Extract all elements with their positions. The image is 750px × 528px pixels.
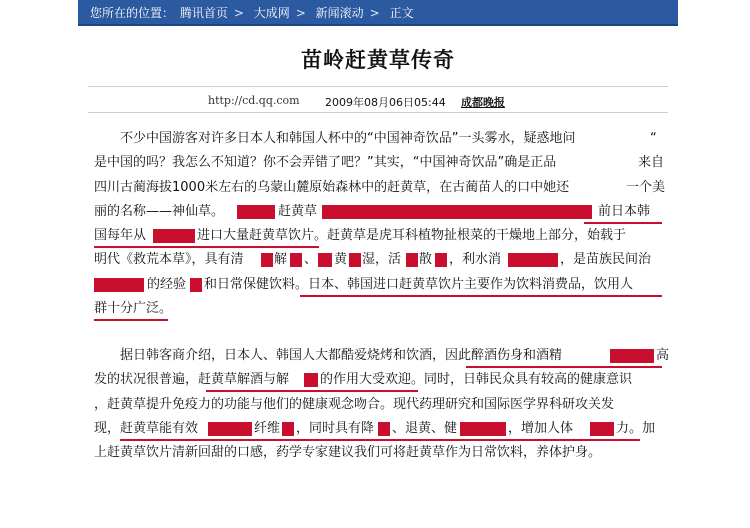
title-divider [88, 86, 668, 87]
article-source-link[interactable]: 成都晚报 [461, 96, 505, 109]
redaction-block [610, 349, 654, 363]
text-segment: “ [650, 131, 657, 146]
text-segment: 解 [274, 252, 288, 268]
text-segment: 国每年从 [94, 228, 147, 244]
text-segment: 群十分广泛。 [94, 301, 173, 317]
text-segment: 现，赶黄草能有效 [94, 420, 199, 436]
text-segment: 一个美 [626, 179, 666, 195]
text-segment: 进口大量赶黄草饮片。赶黄草是虎耳科植物扯根菜的干燥地上部分，始载于 [197, 228, 627, 244]
breadcrumb-separator: > [369, 6, 380, 20]
breadcrumb-link-dacheng[interactable]: 大成网 [253, 6, 290, 20]
text-segment: 不少中国游客对许多日本人和韩国人杯中的“中国神奇饮品”一头雾水，疑惑地问 [120, 131, 576, 146]
text-segment: 湿，活 [362, 252, 402, 268]
text-segment: 来自 [638, 155, 665, 171]
text-line [94, 393, 664, 417]
text-line [94, 417, 664, 441]
text-line [94, 273, 664, 297]
breadcrumb-prefix: 您所在的位置： [90, 6, 175, 20]
paragraph-1 [94, 127, 664, 321]
text-segment: 、退黄、健 [392, 420, 458, 436]
highlight-underline [94, 319, 168, 321]
text-line [94, 127, 664, 151]
redaction-block [153, 229, 195, 243]
text-segment: 赶黄草 [278, 203, 318, 219]
text-line [94, 441, 664, 465]
text-segment: 散 [419, 252, 433, 268]
redaction-block [590, 422, 614, 436]
redaction-block [237, 205, 275, 219]
redaction-block [282, 422, 294, 436]
text-line [94, 368, 664, 392]
text-segment: 力。加 [616, 420, 656, 436]
breadcrumb-link-news-scroll[interactable]: 新闻滚动 [315, 6, 364, 20]
breadcrumb [90, 4, 416, 21]
redaction-block [508, 253, 558, 267]
redaction-block [190, 278, 202, 292]
text-segment: 的作用大受欢迎。同时，日韩民众具有较高的健康意识 [320, 372, 633, 388]
breadcrumb-bar [78, 0, 678, 26]
text-segment: ，增加人体 [508, 420, 574, 436]
text-segment: 上赶黄草饮片清新回甜的口感，药学专家建议我们可将赶黄草作为日常饮料，养体护身。 [94, 445, 602, 461]
redaction-block [290, 253, 302, 267]
article-page [78, 26, 678, 526]
redaction-block [318, 253, 332, 267]
text-line [94, 200, 664, 224]
redaction-block [435, 253, 447, 267]
text-line [94, 344, 670, 368]
redaction-block [406, 253, 418, 267]
text-segment: 、 [304, 252, 318, 268]
breadcrumb-separator: > [295, 6, 306, 20]
breadcrumb-current: 正文 [389, 6, 414, 20]
text-segment: 明代《救荒本草》，具有清 [94, 252, 244, 268]
text-segment: 据日韩客商介绍，日本人、韩国人大都酷爱烧烤和饮酒，因此醉酒伤身和酒精 [120, 348, 563, 363]
breadcrumb-separator: > [233, 6, 244, 20]
article-title: 苗岭赶黄草传奇 [301, 47, 455, 72]
meta-divider [88, 112, 668, 113]
text-segment: 发的状况很普遍，赶黄草解酒与解 [94, 372, 290, 388]
redaction-block [304, 373, 318, 387]
text-line [94, 176, 664, 200]
top-navigation-bar [0, 0, 750, 26]
text-segment: 丽的名称——神仙草。 [94, 203, 225, 219]
article-url[interactable]: http://cd.qq.com [208, 94, 300, 107]
breadcrumb-link-qq-home[interactable]: 腾讯首页 [179, 6, 228, 20]
text-line [94, 224, 664, 248]
text-segment: ，利水消 [449, 252, 502, 268]
redaction-block [460, 422, 506, 436]
text-line [94, 248, 664, 272]
text-segment: 黄 [334, 252, 348, 268]
text-segment: 高 [656, 348, 670, 363]
text-segment: 前日本韩 [598, 203, 651, 219]
redaction-block [208, 422, 252, 436]
redaction-block [94, 278, 144, 292]
text-segment: 是中国的吗？我怎么不知道？你不会弄错了吧？”其实，“中国神奇饮品”确是正品 [94, 155, 557, 171]
text-segment: 的经验 [147, 276, 187, 292]
text-segment: ，赶黄草提升免疫力的功能与他们的健康观念吻合。现代药理研究和国际医学界科研攻关发 [94, 396, 615, 412]
text-segment: 和日常保健饮料。日本、韩国进口赶黄草饮片主要作为饮料消费品，饮用人 [204, 276, 634, 292]
text-segment: ，同时具有降 [296, 420, 375, 436]
article-date: 2009年08月06日05:44 [325, 96, 446, 109]
text-line [94, 297, 664, 321]
redaction-block [261, 253, 273, 267]
redaction-block [378, 422, 390, 436]
text-line [94, 151, 664, 175]
text-segment: 纤维 [254, 420, 281, 436]
redaction-block [322, 205, 592, 219]
text-segment: ，是苗族民间治 [560, 252, 652, 268]
text-segment: 四川古蔺海拔1000米左右的乌蒙山麓原始森林中的赶黄草，在古蔺苗人的口中她还 [94, 179, 570, 195]
paragraph-2 [94, 344, 670, 465]
redaction-block [349, 253, 361, 267]
